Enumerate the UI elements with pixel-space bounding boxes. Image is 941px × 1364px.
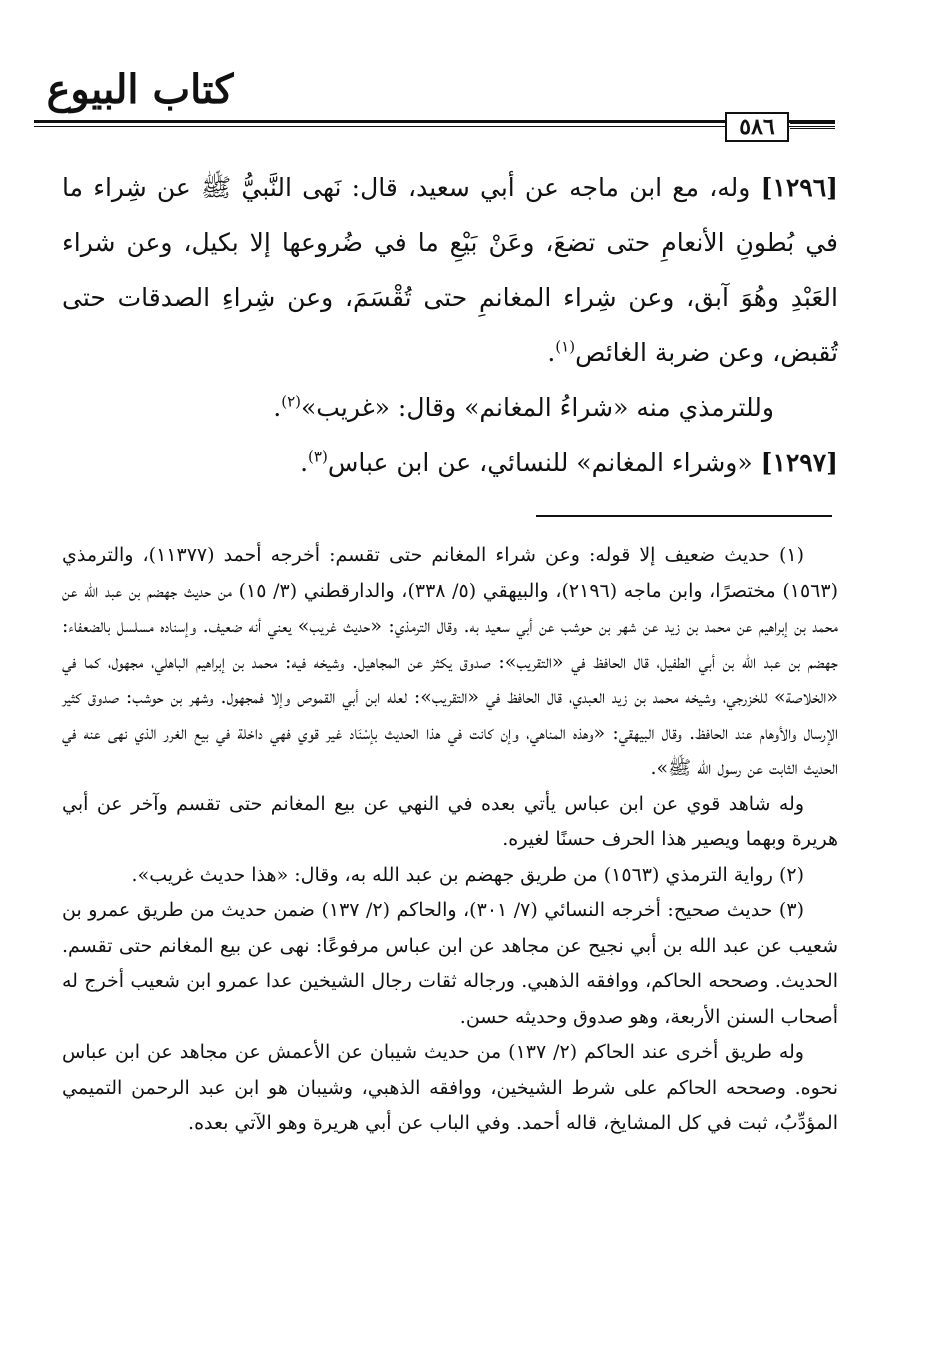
hadith-1297 <box>62 435 838 490</box>
footnote-ref: (١) <box>555 337 576 356</box>
footnote-ref: (٢) <box>281 392 302 411</box>
footnote-2: (٢) رواية الترمذي (١٥٦٣) من طريق جهضم بن عبد الله به، وقال: «هذا حديث غريب». <box>131 863 804 886</box>
punct: . <box>273 393 282 422</box>
footnotes <box>62 538 838 1142</box>
footnote-1: (١) حديث ضعيف إلا قوله: وعن شراء المغانم حتى تقسم: أخرجه أحمد (١١٣٧٧)، والترمذي (١٥٦٣) مختصرًا، وابن ماجه (٢١٩٦)، والبيهقي (٥/ ٣٣٨)، والدارقطني (٣/ ١٥) من حديث جهضم بن عبد الله عن محمد بن إبراهيم عن محمد بن زيد عن شهر بن حوشب عن أبي سعيد به. وقال الترمذي: «حديث غريب» يعني أنه ضعيف. وإسناده مسلسل بالضعفاء: جهضم بن عبد الله بن أبي الطفيل، قال الحافظ في «التقريب»: صدوق يكثر عن المجاهيل. وشيخه فيه: محمد بن إبراهيم الباهلي، مجهول، كما في «الخلاصة» للخزرجي، وشيخه محمد بن زيد العبدي، قال الحافظ في «التقريب»: لعله ابن أبي القموص وإلا فمجهول. وشهر بن حوشب: صدوق كثير الإرسال والأوهام عند الحافظ. وقال البيهقي: «وهذه المناهي، وإن كانت في هذا الحديث بإسْنَاد غير قوي فهي داخلة في بيع الغرر الذي نهى عنه في الحديث الثابت عن رسول الله ﷺ». <box>62 544 839 779</box>
tirmidhi-text: وللترمذي منه «شراءُ المغانم» وقال: «غريب» <box>301 393 774 422</box>
footnote-3-continued: وله طريق أخرى عند الحاكم (٢/ ١٣٧) من حديث شيبان عن الأعمش عن مجاهد عن ابن عباس نحوه. وصححه الحاكم على شرط الشيخين، ووافقه الذهبي، وشيبان هو ابن عبد الرحمن التميمي المؤدِّبُ، ثبت في كل المشايخ، قاله أحمد. وفي الباب عن أبي هريرة وهو الآتي بعده. <box>62 1041 838 1134</box>
header-rule-thin <box>34 126 835 127</box>
hadith-1296 <box>62 160 838 380</box>
footnote-separator <box>536 515 832 517</box>
footnote-1-continued: وله شاهد قوي عن ابن عباس يأتي بعده في النهي عن بيع المغانم حتى تقسم وآخر عن أبي هريرة وبهما ويصير هذا الحرف حسنًا لغيره. <box>62 792 838 850</box>
tirmidhi-note <box>62 380 838 435</box>
hadith-text: «وشراء المغانم» للنسائي، عن ابن عباس <box>327 448 761 477</box>
hadith-number: [١٢٩٦] <box>760 173 838 202</box>
hadith-text: وله، مع ابن ماجه عن أبي سعيد، قال: نَهى النَّبيُّ ﷺ عن شِراء ما في بُطونِ الأنعامِ حتى تضعَ، وعَنْ بَيْعِ ما في ضُروعها إلا بكيل، وعن شراء العَبْدِ وهُوَ آبق، وعن شِراء المغانمِ حتى تُقْسَمَ، وعن شِراءِ الصدقات حتى تُقبض، وعن ضربة الغائص <box>62 173 838 367</box>
page-number: ٥٨٦ <box>725 112 789 142</box>
book-title: كتاب البيوع <box>46 66 234 113</box>
footnote-3: (٣) حديث صحيح: أخرجه النسائي (٧/ ٣٠١)، والحاكم (٢/ ١٣٧) ضمن حديث من طريق عمرو بن شعيب عن عبد الله بن أبي نجيح عن مجاهد عن ابن عباس مرفوعًا: نهى عن بيع المغانم حتى تقسم. الحديث. وصححه الحاكم، ووافقه الذهبي. ورجاله ثقات رجال الشيخين عدا عمرو ابن شعيب أخرج له أصحاب السنن الأربعة، وهو صدوق وحديثه حسن. <box>62 899 838 1028</box>
header-rule <box>34 120 835 123</box>
punct: . <box>300 448 309 477</box>
footnote-ref: (٣) <box>308 447 328 466</box>
main-text <box>62 160 838 490</box>
hadith-number: [١٢٩٧] <box>760 448 838 477</box>
header-rule-right <box>790 121 835 129</box>
punct: . <box>547 338 556 367</box>
